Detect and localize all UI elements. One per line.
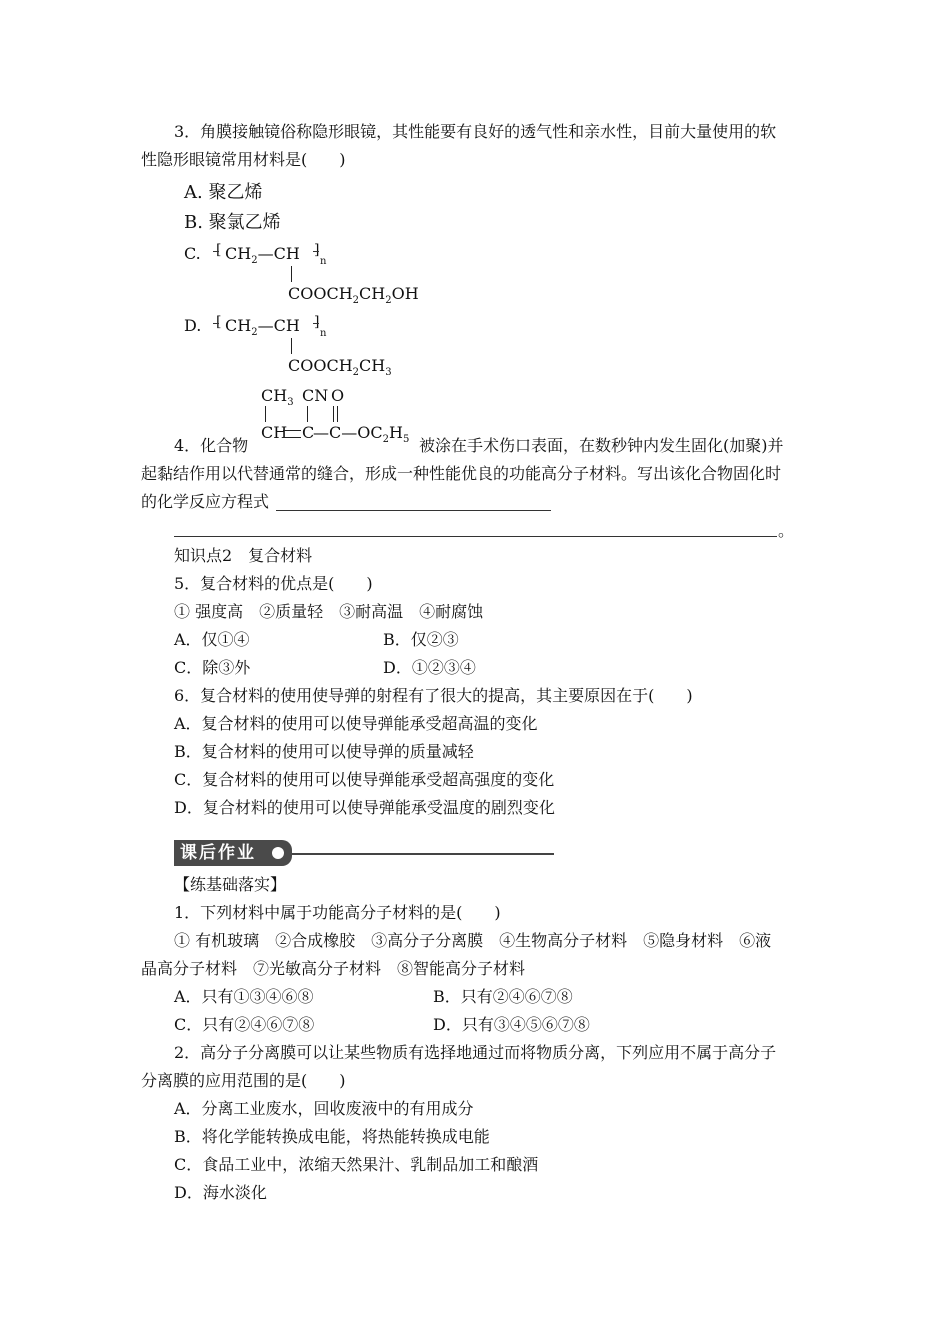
formula-ch3: $CH_3$ <box>261 386 294 408</box>
hw-q1-option-b: B．只有②④⑥⑦⑧ <box>433 987 573 1006</box>
answer-blank-line[interactable] <box>174 536 777 537</box>
homework-subtitle: 【练基础落实】 <box>174 875 287 894</box>
hw-q1-stem: 1．下列材料中属于功能高分子材料的是( ) <box>174 903 501 922</box>
q5-option-a: A．仅①④ <box>174 630 250 649</box>
hw-q1-items-line1: ① 有机玻璃 ②合成橡胶 ③高分子分离膜 ④生物高分子材料 ⑤隐身材料 ⑥液 <box>174 931 772 950</box>
bond-vertical <box>265 406 266 422</box>
section-title: 知识点2 复合材料 <box>174 546 313 565</box>
q3-option-c-sidechain: $COOCH_2CH_2OH$ <box>288 284 419 306</box>
q6-option-d: D．复合材料的使用可以使导弹能承受温度的剧烈变化 <box>174 798 555 817</box>
q5-option-b: B．仅②③ <box>383 630 459 649</box>
q6-option-c: C．复合材料的使用可以使导弹能承受超高强度的变化 <box>174 770 555 789</box>
q3-option-a: A. 聚乙烯 <box>184 182 263 203</box>
bond-line <box>213 323 219 324</box>
chain-ch: CH <box>225 244 252 263</box>
bond-vertical <box>333 406 334 422</box>
close-bracket-icon: ] <box>314 242 320 258</box>
open-bracket-icon: [ <box>216 242 222 258</box>
formula-backbone-ch: CH <box>261 423 288 442</box>
q5-option-c: C．除③外 <box>174 658 251 677</box>
q6-option-a: A．复合材料的使用可以使导弹能承受超高温的变化 <box>174 714 538 733</box>
hw-q1-option-c: C．只有②④⑥⑦⑧ <box>174 1015 315 1034</box>
bond-vertical <box>307 406 308 422</box>
q6-stem: 6．复合材料的使用使导弹的射程有了很大的提高，其主要原因在于( ) <box>174 686 693 705</box>
hw-q2-option-a: A．分离工业废水，回收废液中的有用成分 <box>174 1099 474 1118</box>
bond-vertical <box>291 266 292 282</box>
hw-q1-option-a: A．只有①③④⑥⑧ <box>174 987 314 1006</box>
bond-line <box>313 323 319 324</box>
bond-vertical <box>337 406 338 422</box>
homework-banner-label: 课后作业 <box>180 843 256 863</box>
answer-blank-line[interactable] <box>276 510 551 511</box>
hw-q2-stem-line1: 2．高分子分离膜可以让某些物质有选择地通过而将物质分离，下列应用不属于高分子 <box>174 1043 777 1062</box>
q4-stem-line2: 起黏结作用以代替通常的缝合，形成一种性能优良的功能高分子材料。写出该化合物固化时 <box>141 464 782 483</box>
homework-banner <box>174 840 292 866</box>
formula-backbone-ester: $—C—OC_2H_5$ <box>313 423 410 445</box>
hw-q1-items-line2: 晶高分子材料 ⑦光敏高分子材料 ⑧智能高分子材料 <box>141 959 526 978</box>
hw-q2-option-b: B．将化学能转换成电能，将热能转换成电能 <box>174 1127 490 1146</box>
q5-option-d: D．①②③④ <box>383 658 476 677</box>
q3-option-c-label: C. <box>184 244 201 263</box>
polymer-chain <box>225 244 300 267</box>
hw-q2-stem-line2: 分离膜的应用范围的是( ) <box>141 1071 346 1090</box>
q4-stem-line3: 的化学反应方程式 <box>141 492 270 511</box>
chain-sub: 2 <box>251 255 258 266</box>
bond-line <box>213 251 219 252</box>
hw-q1-option-d: D．只有③④⑤⑥⑦⑧ <box>433 1015 590 1034</box>
formula-backbone-c: C <box>302 423 315 442</box>
q4-end-mark: 。 <box>778 521 795 540</box>
double-bond <box>283 430 301 438</box>
polymer-chain: $CH_2—CH$ <box>225 316 300 338</box>
q3-option-d-sidechain: $COOCH_2CH_3$ <box>288 356 392 378</box>
hw-q2-option-c: C．食品工业中，浓缩天然果汁、乳制品加工和酿酒 <box>174 1155 539 1174</box>
q4-label: 4．化合物 <box>174 436 249 455</box>
q5-items: ① 强度高 ②质量轻 ③耐高温 ④耐腐蚀 <box>174 602 484 621</box>
q4-stem-line1: 被涂在手术伤口表面，在数秒钟内发生固化(加聚)并 <box>419 436 784 455</box>
repeat-n: n <box>320 256 327 267</box>
formula-o: O <box>331 386 345 405</box>
open-bracket-icon: [ <box>216 314 222 330</box>
bullet-dot-icon <box>272 847 284 859</box>
q6-option-b: B．复合材料的使用可以使导弹的质量减轻 <box>174 742 474 761</box>
q3-stem-line2: 性隐形眼镜常用材料是( ) <box>141 150 346 169</box>
bond-vertical <box>291 338 292 354</box>
close-bracket-icon: ] <box>314 314 320 330</box>
divider <box>292 853 554 855</box>
repeat-n: n <box>320 328 327 339</box>
chain-dash: —CH <box>257 244 300 263</box>
hw-q2-option-d: D．海水淡化 <box>174 1183 267 1202</box>
q3-option-d-label: D. <box>184 316 202 335</box>
bond-line <box>313 251 319 252</box>
q5-stem: 5．复合材料的优点是( ) <box>174 574 373 593</box>
q3-stem-line1: 3．角膜接触镜俗称隐形眼镜，其性能要有良好的透气性和亲水性，目前大量使用的软 <box>174 122 777 141</box>
q3-option-b: B. 聚氯乙烯 <box>184 212 281 233</box>
formula-cn: CN <box>302 386 329 405</box>
